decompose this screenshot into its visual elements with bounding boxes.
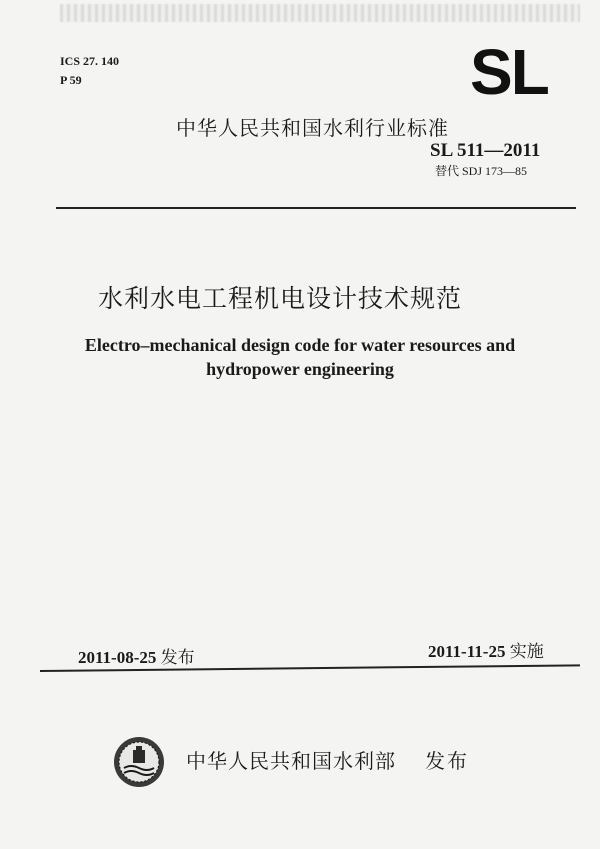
issuer-action: 发布 — [425, 749, 469, 773]
standard-category-title: 中华人民共和国水利行业标准 — [176, 116, 449, 140]
replaces-note: 替代 SDJ 173—85 — [435, 164, 528, 178]
effective-date-value: 2011-11-25 — [428, 642, 506, 661]
ministry-emblem-icon — [112, 735, 166, 789]
document-title-cn: 水利水电工程机电设计技术规范 — [97, 284, 462, 313]
document-title-en — [60, 333, 540, 381]
document-title-en-line1: Electro–mechanical design code for water resources and — [84, 335, 516, 355]
p-code: P 59 — [60, 73, 82, 87]
standard-code: SL 511—2011 — [430, 140, 541, 161]
scan-noise-strip — [60, 4, 580, 22]
issuer-name: 中华人民共和国水利部 — [186, 749, 396, 773]
header-divider — [56, 207, 576, 209]
document-title-en-line2: hydropower engineering — [206, 359, 394, 379]
effective-date-suffix: 实施 — [509, 642, 544, 662]
issue-date — [78, 648, 195, 668]
ics-code: ICS 27. 140 — [60, 54, 120, 68]
issue-date-value: 2011-08-25 — [78, 648, 157, 667]
sl-logo: SL — [470, 36, 548, 108]
issue-date-suffix: 发布 — [160, 648, 195, 668]
effective-date — [428, 642, 544, 662]
